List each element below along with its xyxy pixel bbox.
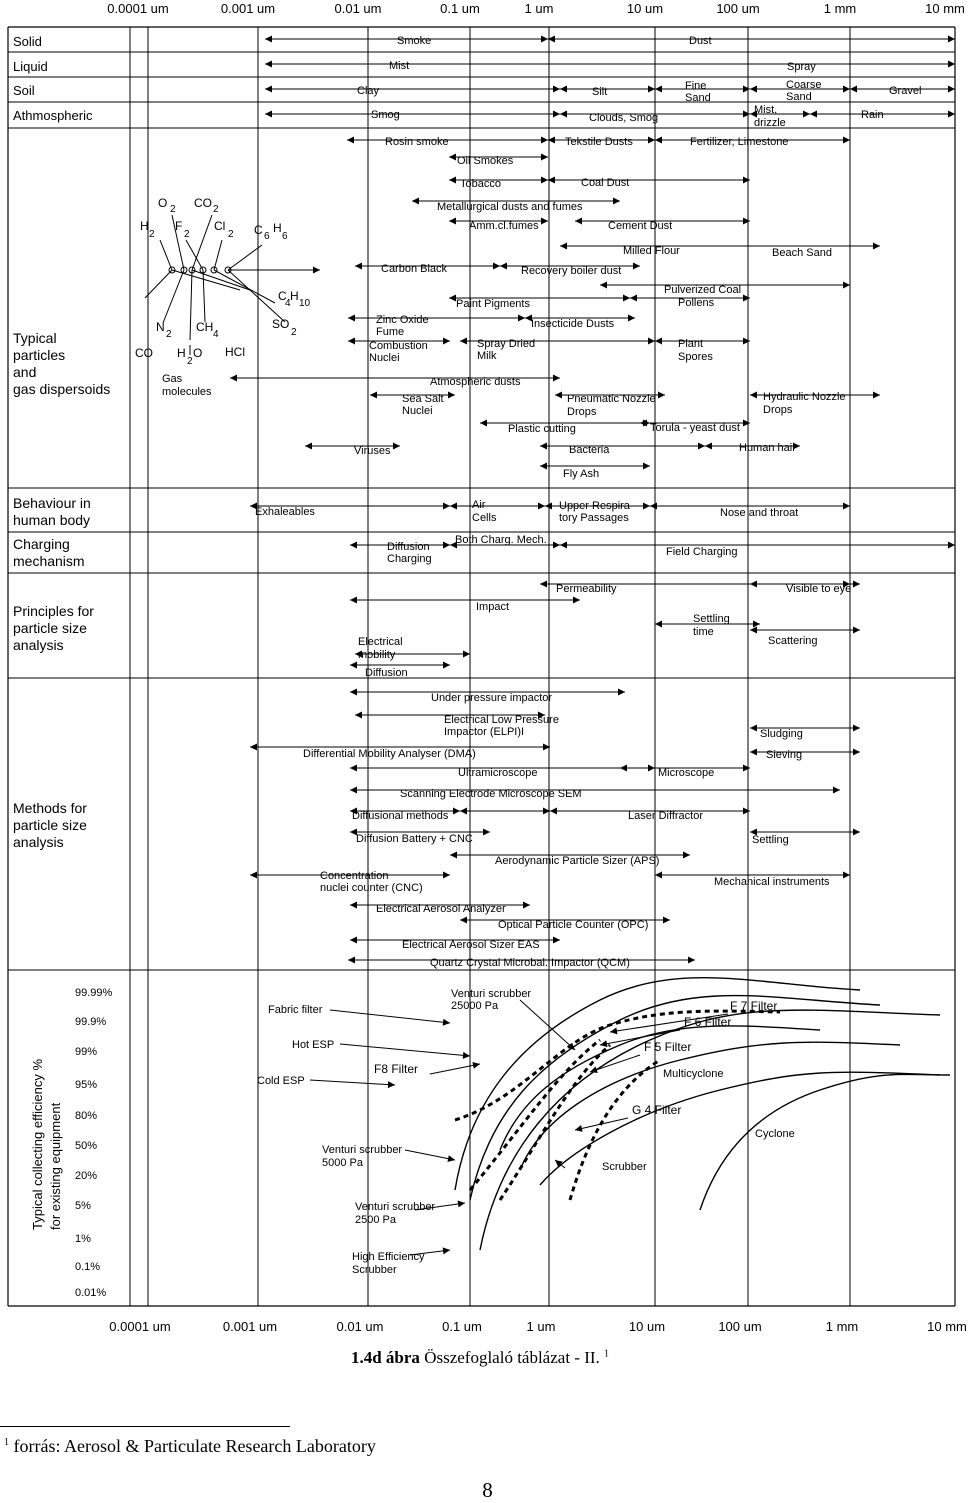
particle-label: Spores (678, 351, 713, 363)
phase-label: Clouds, Smog (589, 112, 659, 124)
pointer-arrow (330, 1010, 450, 1023)
equipment-label: G 4 Filter (632, 1103, 682, 1117)
behaviour-label: Nose and throat (720, 507, 799, 519)
method-label: Impactor (ELPI)I (444, 726, 525, 738)
row-label-principles: particle size (13, 620, 87, 636)
particle-label: Milled Flour (623, 245, 680, 257)
particle-label: Drops (567, 406, 597, 418)
equipment-label: Cyclone (755, 1128, 795, 1140)
method-label: Optical Particle Counter (OPC) (498, 919, 649, 931)
scale-top-label: 0.001 um (220, 1, 276, 16)
particle-label: Nuclei (402, 405, 433, 417)
particle-label: Pollens (678, 297, 715, 309)
row-label-solid: Solid (13, 34, 42, 49)
row-label-behaviour: Behaviour in (13, 495, 91, 511)
principle-label: Scattering (768, 635, 818, 647)
molecule-branch (190, 270, 192, 340)
method-label: Settling (752, 834, 789, 846)
behaviour-label: Exhaleables (255, 506, 315, 518)
particle-label: Combustion (369, 340, 428, 352)
gas-molecule-label: 2 (170, 204, 176, 215)
method-label: Sludging (760, 728, 803, 740)
phase-label: Rain (861, 109, 884, 121)
efficiency-tick-label: 50% (75, 1140, 98, 1152)
row-label-principles: Principles for (13, 603, 94, 619)
row-label-charging: Charging (13, 536, 70, 552)
phase-label: Mist (389, 60, 410, 72)
behaviour-label: Air (472, 499, 486, 511)
row-label-typical: and (13, 364, 37, 380)
gas-molecule-label: Gas (162, 373, 183, 385)
equipment-label: 2500 Pa (355, 1214, 396, 1226)
gas-molecule-label: 6 (264, 231, 270, 242)
efficiency-curve (470, 996, 880, 1200)
gas-molecule-label: 2 (149, 229, 155, 240)
equipment-label: F 6 Filter (684, 1015, 732, 1029)
method-label: Diffusion Battery + CNC (356, 833, 473, 845)
scale-bottom-label: 1 mm (825, 1319, 859, 1334)
equipment-label: F 5 Filter (644, 1040, 692, 1054)
efficiency-curve (700, 1074, 950, 1210)
principle-label: time (693, 626, 714, 638)
particle-label: Spray Dried (477, 338, 536, 350)
phase-label: Dust (689, 35, 712, 47)
scale-top-label: 10 um (626, 1, 664, 16)
row-label-methods: analysis (13, 834, 64, 850)
row-label-methods: Methods for (13, 800, 87, 816)
equipment-label: Venturi scrubber (355, 1201, 436, 1213)
phase-label: Sand (786, 91, 812, 103)
gas-molecule-label: H (290, 289, 299, 303)
molecule-branch (203, 270, 205, 322)
row-label-behaviour: human body (13, 512, 91, 528)
particle-label: Oil Smokes (457, 155, 514, 167)
particle-label: Fly Ash (563, 468, 600, 480)
scale-bottom-label: 0.001 um (222, 1319, 278, 1334)
efficiency-curve (500, 1045, 610, 1200)
efficiency-tick-label: 0.01% (75, 1287, 107, 1299)
scale-top-label: 1 mm (823, 1, 857, 16)
gas-molecule-label: 4 (285, 298, 291, 309)
gas-molecule-label: 2 (291, 327, 297, 338)
row-label-typical: particles (13, 347, 66, 363)
particle-label: Plastic cutting (508, 423, 576, 435)
phase-label: Coarse (786, 79, 822, 91)
particle-label: Fume (376, 326, 405, 338)
method-label: Under pressure impactor (431, 692, 553, 704)
efficiency-tick-label: 20% (75, 1170, 98, 1182)
method-label: Ultramicroscope (458, 767, 538, 779)
scale-bottom-label: 10 mm (927, 1319, 967, 1334)
particle-label: Milk (477, 350, 497, 362)
equipment-label: 25000 Pa (451, 1000, 499, 1012)
gas-molecule-label: F (175, 219, 183, 233)
efficiency-tick-label: 99.9% (75, 1016, 107, 1028)
equipment-label: Multicyclone (663, 1068, 724, 1080)
scale-top-label: 10 mm (925, 1, 965, 16)
pointer-arrow (520, 1000, 575, 1050)
footnote (4, 1436, 376, 1457)
molecule-branch (228, 270, 285, 322)
phase-label: Fine (685, 80, 707, 92)
method-label: Laser Diffractor (628, 810, 703, 822)
method-label: Quartz Crystal Microbal. Impactor (QCM) (430, 957, 630, 969)
row-label-soil: Soil (13, 83, 35, 98)
principle-label: mobility (358, 649, 396, 661)
particle-label: Amm.cl.fumes (469, 220, 539, 232)
phase-label: Clay (357, 85, 380, 97)
particle-label: Metallurgical dusts and fumes (437, 201, 583, 213)
equipment-label: F 7 Filter (730, 999, 778, 1013)
molecule-branch (214, 240, 222, 270)
diagram-frame (8, 27, 955, 1306)
efficiency-tick-label: 99.99% (75, 987, 113, 999)
gas-molecule-label: 10 (299, 298, 311, 309)
scale-top-label: 0.1 um (440, 1, 480, 16)
efficiency-curve (540, 1072, 940, 1185)
method-label: Electrical Low Pressure (444, 714, 559, 726)
phase-label: Silt (592, 86, 608, 98)
gas-molecule-label: CO (135, 346, 153, 360)
caption-text: Összefoglaló táblázat - II. (419, 1348, 600, 1367)
particle-label: Atmospheric dusts (430, 376, 521, 388)
gas-molecule-label: O (193, 346, 203, 360)
method-label: Diffusional methods (352, 810, 449, 822)
equipment-label: Venturi scrubber (451, 988, 532, 1000)
row-label-efficiency: Typical collecting efficiency % (30, 1058, 45, 1230)
gas-molecule-label: 6 (282, 231, 288, 242)
principle-label: Diffusion (365, 667, 408, 679)
phase-label: Spray (787, 61, 816, 73)
principle-label: Electrical (358, 636, 403, 648)
efficiency-tick-label: 1% (75, 1233, 91, 1245)
pointer-arrow (555, 1160, 565, 1168)
principle-label: Visible to eye (786, 583, 852, 595)
row-label-atmospheric: Athmospheric (13, 108, 93, 123)
method-label: Mechanical instruments (714, 876, 830, 888)
equipment-label: Cold ESP (257, 1075, 305, 1087)
particle-label: Carbon Black (381, 263, 448, 275)
gas-molecule-label: 4 (213, 329, 219, 340)
gas-molecule-label: 2 (166, 329, 172, 340)
scale-top-label: 0.01 um (334, 1, 382, 16)
particle-label: Cement Dust (608, 220, 673, 232)
particle-label: Bacteria (569, 444, 610, 456)
method-label: Concentration (320, 870, 389, 882)
gas-molecule-label: N (156, 320, 165, 334)
molecule-branch (160, 240, 172, 270)
gas-molecule-label: C (254, 223, 263, 237)
scale-bottom-label: 0.1 um (442, 1319, 482, 1334)
footnote-marker: 1 (4, 1437, 9, 1448)
particle-label: Hydraulic Nozzle (763, 391, 846, 403)
method-label: Aerodynamic Particle Sizer (APS) (495, 855, 660, 867)
gas-molecule-label: 2 (228, 229, 234, 240)
particle-label: Sea Salt (402, 393, 444, 405)
particle-label: Nuclei (369, 352, 400, 364)
row-label-liquid: Liquid (13, 59, 48, 74)
method-label: Electrical Aerosol Sizer EAS (402, 939, 540, 951)
footnote-text: forrás: Aerosol & Particulate Research Laboratory (9, 1436, 376, 1456)
pointer-arrow (310, 1080, 395, 1085)
particle-label: Fertilizer, Limestone (690, 136, 789, 148)
method-label: nuclei counter (CNC) (320, 882, 423, 894)
equipment-label: Hot ESP (292, 1039, 335, 1051)
molecule-branch (163, 270, 184, 323)
gas-molecule-label: 2 (184, 229, 190, 240)
particle-label: Viruses (354, 445, 391, 457)
equipment-label: F8 Filter (374, 1062, 419, 1076)
efficiency-tick-label: 5% (75, 1200, 91, 1212)
pointer-arrow (430, 1064, 480, 1074)
principle-label: Impact (476, 601, 510, 613)
footnote-rule (0, 1426, 290, 1427)
equipment-label: High Efficiency (352, 1251, 425, 1263)
gas-molecule-label: molecules (162, 386, 212, 398)
gas-molecule-label: 2 (187, 356, 193, 367)
row-label-charging: mechanism (13, 553, 85, 569)
scale-bottom-label: 10 um (628, 1319, 666, 1334)
behaviour-label: Upper Respira- (559, 500, 634, 512)
particle-label: Human hair (739, 442, 796, 454)
gas-molecule-label: SO (272, 317, 290, 331)
charging-label: Field Charging (666, 546, 738, 558)
scale-top-label: 100 um (716, 1, 760, 16)
gas-molecule-label: HCl (225, 345, 245, 359)
principle-label: Settling (693, 613, 730, 625)
scale-top-label: 0.0001 um (107, 1, 169, 16)
gas-molecule-label: H (273, 221, 282, 235)
particle-label: Drops (763, 404, 793, 416)
equipment-label: 5000 Pa (322, 1157, 363, 1169)
phase-label: Sand (685, 92, 711, 104)
row-label-principles: analysis (13, 637, 64, 653)
gas-molecule-label: Cl (214, 219, 226, 233)
pointer-arrow (405, 1150, 455, 1160)
efficiency-tick-label: 95% (75, 1079, 98, 1091)
particle-label: Pulverized Coal (664, 284, 742, 296)
scale-top-label: 1 um (524, 1, 554, 16)
caption-footnote-ref: 1 (604, 1348, 610, 1360)
equipment-label: Scrubber (352, 1264, 397, 1276)
method-label: Sieving (766, 749, 803, 761)
molecule-branch (145, 270, 172, 298)
efficiency-curve (470, 1040, 600, 1190)
page-number: 8 (482, 1478, 493, 1502)
molecule-branch (192, 270, 250, 290)
particle-label: Recovery boiler dust (521, 265, 622, 277)
phase-label: Smoke (397, 35, 432, 47)
phase-label: Smog (371, 109, 400, 121)
efficiency-tick-label: 80% (75, 1110, 98, 1122)
figure-caption (0, 1348, 960, 1368)
particle-label: Insecticide Dusts (531, 318, 615, 330)
method-label: Differential Mobility Analyser (DMA) (303, 748, 476, 760)
particle-label: Plant (678, 338, 704, 350)
molecule-branch (228, 245, 262, 270)
method-label: Microscope (658, 767, 715, 779)
row-label-methods: particle size (13, 817, 87, 833)
particle-label: Zinc Oxide (376, 314, 429, 326)
row-label-typical: Typical (13, 330, 57, 346)
scale-bottom-label: 100 um (718, 1319, 762, 1334)
efficiency-tick-label: 99% (75, 1046, 98, 1058)
particle-label: Paint Pigments (456, 298, 530, 310)
charging-label: Both Charg. Mech. (455, 534, 547, 546)
row-label-typical: gas dispersoids (13, 381, 111, 397)
caption-number: 1.4d ábra (350, 1348, 420, 1367)
particle-label: Tekstile Dusts (565, 136, 633, 148)
phase-label: Gravel (889, 85, 922, 97)
row-label-efficiency: for existing equipment (48, 1102, 63, 1230)
gas-molecule-label: O (158, 196, 168, 210)
phase-label: Mist, (754, 104, 778, 116)
efficiency-tick-label: 0.1% (75, 1261, 101, 1273)
charging-label: Charging (387, 553, 432, 565)
efficiency-curve (520, 1042, 900, 1170)
phase-label: drizzle (754, 117, 786, 129)
gas-molecule-label: CH (196, 320, 214, 334)
gas-molecule-label: 2 (213, 204, 219, 215)
equipment-label: Venturi scrubber (322, 1144, 403, 1156)
principle-label: Permeability (556, 583, 617, 595)
particle-label: Rosin smoke (385, 136, 449, 148)
particle-label: Coal Dust (581, 177, 630, 189)
scale-bottom-label: 0.0001 um (109, 1319, 171, 1334)
equipment-label: Fabric filter (268, 1004, 323, 1016)
pointer-arrow (340, 1044, 470, 1056)
molecule-branch (186, 240, 203, 270)
gas-molecule-label: C (278, 289, 287, 303)
diagram-labels (13, 1, 967, 1334)
scale-bottom-label: 0.01 um (336, 1319, 384, 1334)
gas-molecule-label: H (140, 219, 149, 233)
particle-label: Tobacco (460, 178, 501, 190)
particle-label: Beach Sand (772, 247, 832, 259)
behaviour-label: Cells (472, 512, 497, 524)
molecule-branch (214, 270, 275, 303)
charging-label: Diffusion (387, 541, 430, 553)
scale-bottom-label: 1 um (526, 1319, 556, 1334)
particle-label: Torula - yeast dust (650, 422, 740, 434)
behaviour-label: tory Passages (559, 512, 629, 524)
equipment-label: Scrubber (602, 1161, 647, 1173)
molecule-branch (192, 215, 212, 270)
gas-molecule-label: H (177, 346, 186, 360)
method-label: Electrical Aerosol Analyzer (376, 903, 506, 915)
gas-molecule-label: CO (194, 196, 212, 210)
method-label: Scanning Electrode Microscope SEM (400, 788, 582, 800)
particle-label: Pneumatic Nozzle (567, 393, 656, 405)
